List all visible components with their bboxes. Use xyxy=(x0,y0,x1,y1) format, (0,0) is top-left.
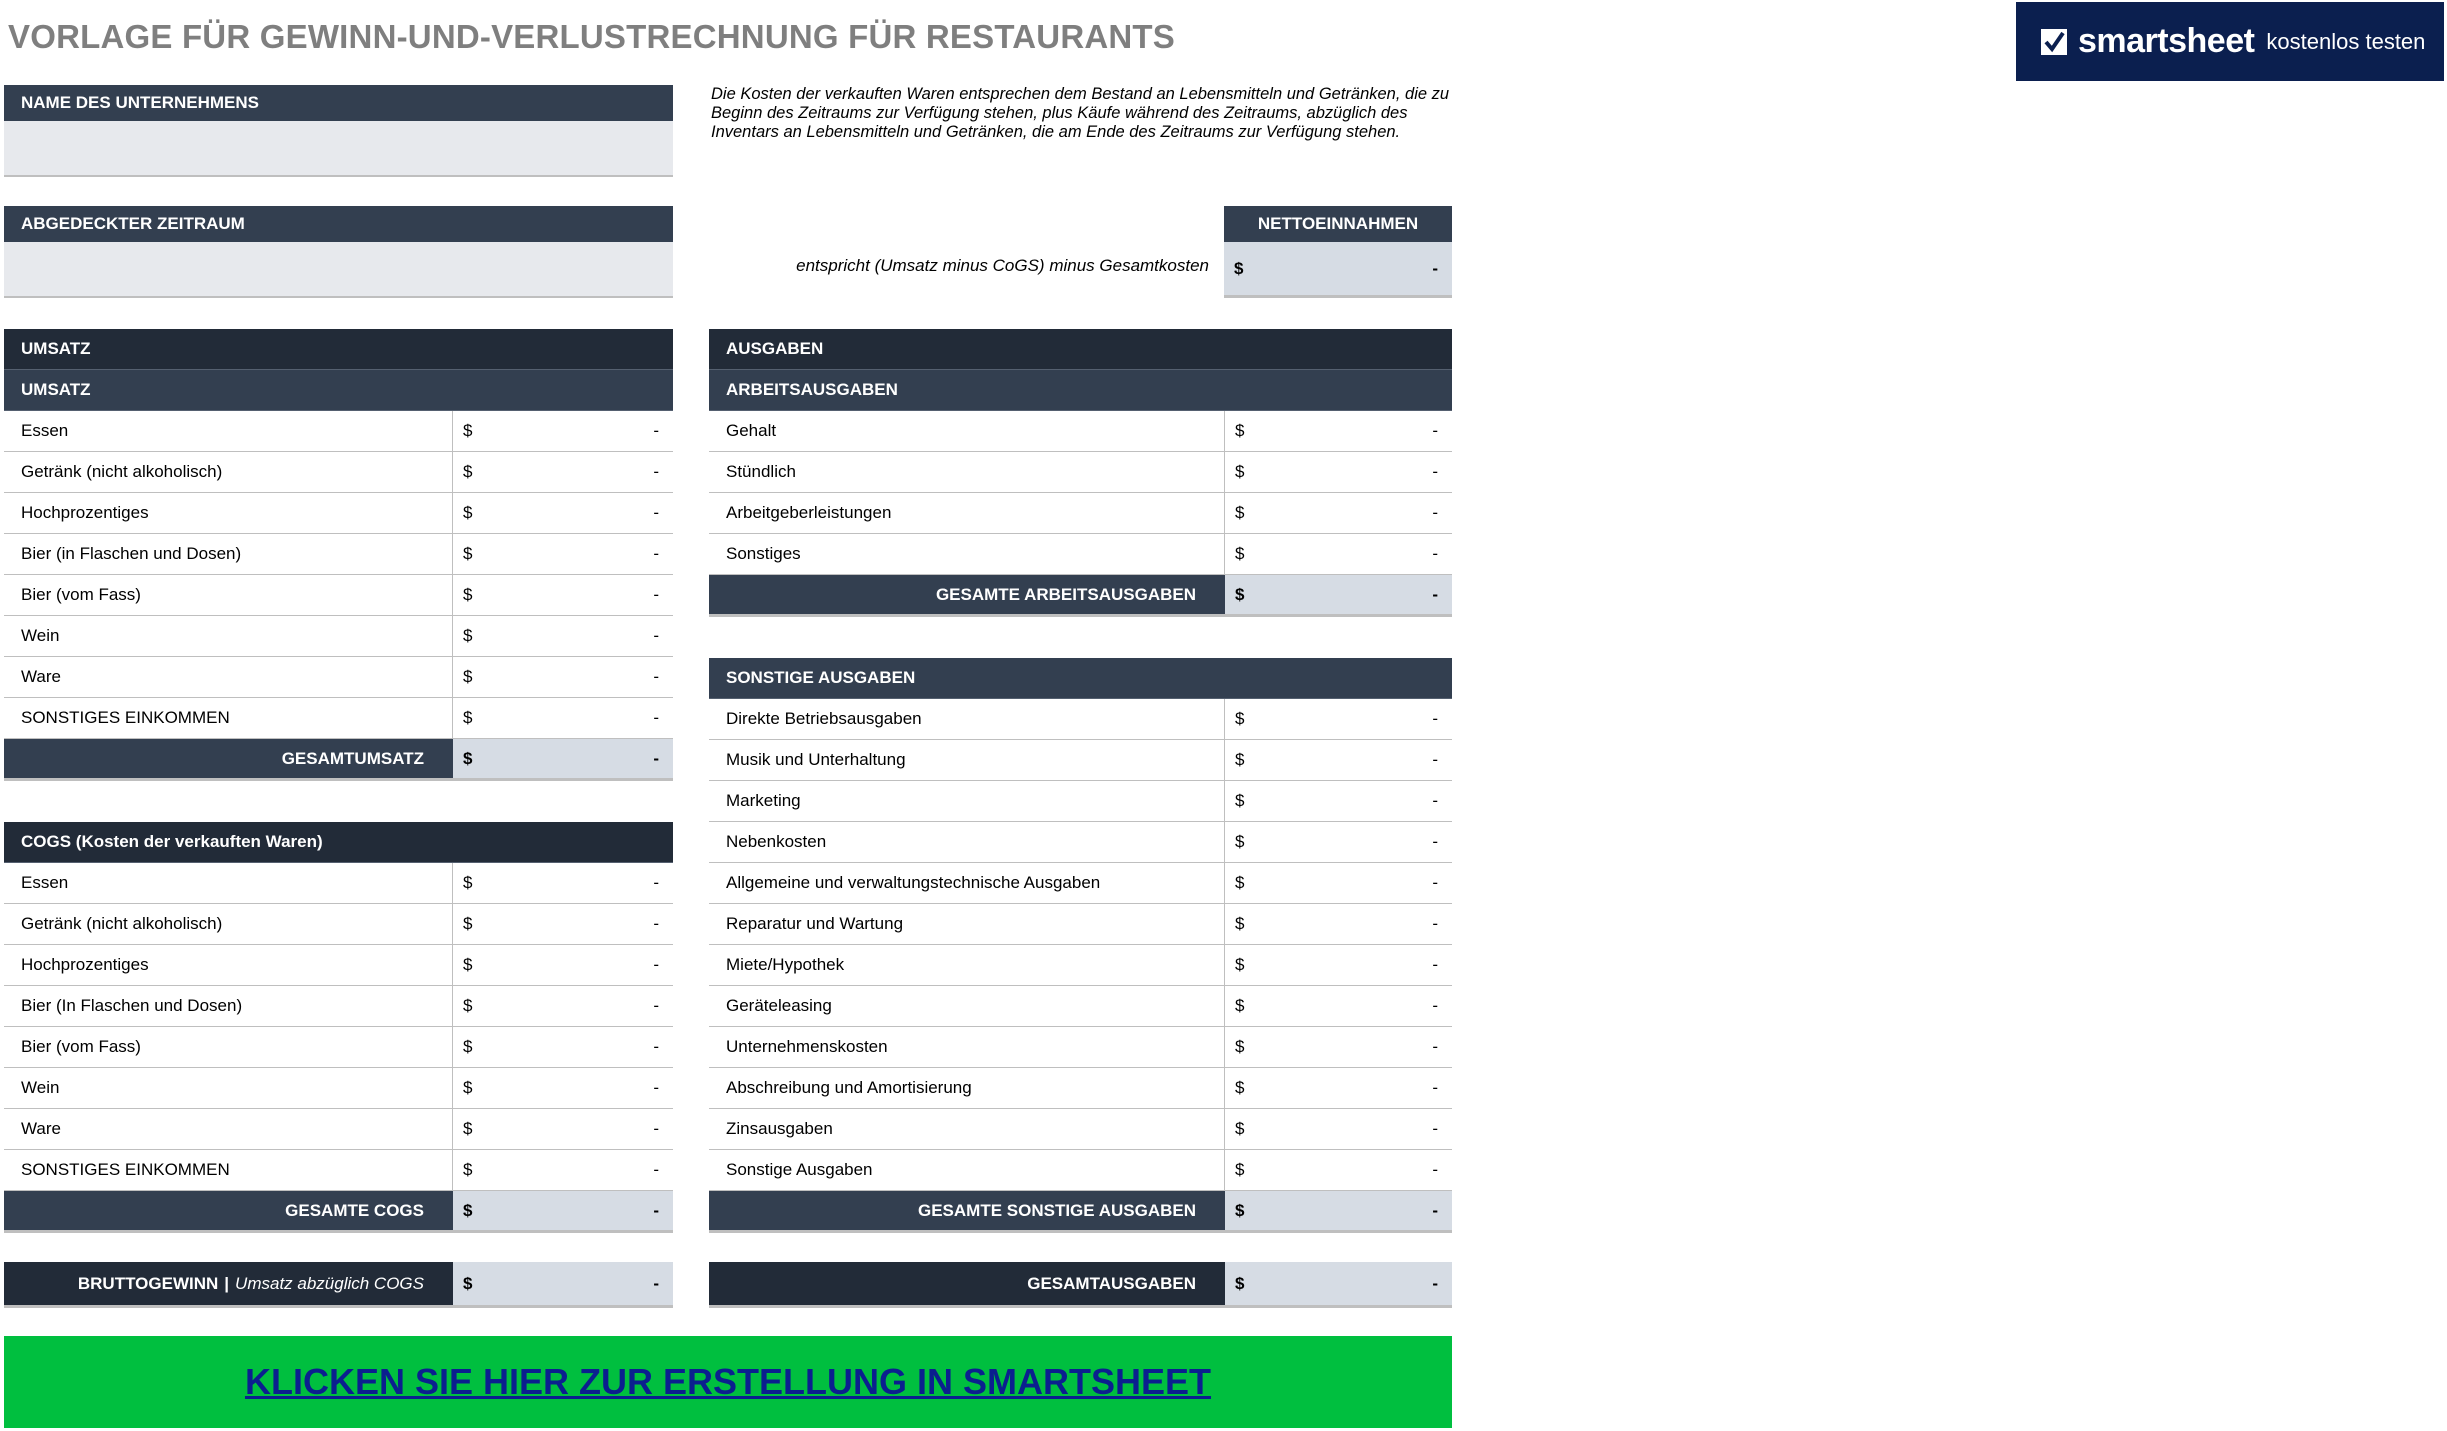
table-row xyxy=(4,493,673,534)
amount: - xyxy=(1432,421,1438,440)
currency-symbol: $ xyxy=(463,1200,473,1220)
currency-symbol: $ xyxy=(1235,1078,1245,1097)
trial-link[interactable]: kostenlos testen xyxy=(2266,28,2426,54)
currency-symbol: $ xyxy=(1235,462,1245,481)
net-income-block xyxy=(1224,206,1452,298)
amount: - xyxy=(1432,709,1438,728)
revenue-rows xyxy=(4,411,673,739)
row-amount-cell[interactable] xyxy=(453,945,673,985)
table-row xyxy=(709,411,1452,452)
currency-symbol: $ xyxy=(1235,1273,1245,1293)
row-amount-cell[interactable] xyxy=(1225,1027,1452,1067)
amount: - xyxy=(1432,584,1438,604)
total-expenses-value[interactable] xyxy=(1225,1262,1452,1305)
row-label: Bier (in Flaschen und Dosen) xyxy=(4,534,453,574)
amount: - xyxy=(1432,1273,1438,1293)
amount: - xyxy=(1432,503,1438,522)
row-label: Hochprozentiges xyxy=(4,493,453,533)
table-row xyxy=(709,822,1452,863)
table-row xyxy=(709,740,1452,781)
row-amount-cell[interactable] xyxy=(1225,493,1452,533)
amount: - xyxy=(653,462,659,481)
amount: - xyxy=(1432,1119,1438,1138)
currency-symbol: $ xyxy=(1235,544,1245,563)
currency-symbol: $ xyxy=(463,544,473,563)
table-row xyxy=(4,945,673,986)
currency-symbol: $ xyxy=(463,914,473,933)
table-row xyxy=(709,534,1452,575)
amount: - xyxy=(653,996,659,1015)
currency-symbol: $ xyxy=(1235,421,1245,440)
row-amount-cell[interactable] xyxy=(453,698,673,738)
row-amount-cell[interactable] xyxy=(453,1150,673,1190)
row-label: Getränk (nicht alkoholisch) xyxy=(4,904,453,944)
currency-symbol: $ xyxy=(463,708,473,727)
smartsheet-logo[interactable] xyxy=(2016,2,2444,81)
other-expenses-header: SONSTIGE AUSGABEN xyxy=(726,668,916,687)
currency-symbol: $ xyxy=(463,996,473,1015)
currency-symbol: $ xyxy=(1235,1160,1245,1179)
row-label: SONSTIGES EINKOMMEN xyxy=(4,698,453,738)
row-label: Getränk (nicht alkoholisch) xyxy=(4,452,453,492)
amount: - xyxy=(653,503,659,522)
table-row xyxy=(709,781,1452,822)
gross-profit-title: BRUTTOGEWINN xyxy=(77,1273,219,1293)
row-amount-cell[interactable] xyxy=(453,534,673,574)
amount: - xyxy=(1432,544,1438,563)
amount: - xyxy=(653,914,659,933)
amount: - xyxy=(653,1200,659,1220)
other-expenses-section xyxy=(709,658,1452,1233)
row-amount-cell[interactable] xyxy=(453,575,673,615)
row-amount-cell[interactable] xyxy=(1225,904,1452,944)
row-amount-cell[interactable] xyxy=(1225,1109,1452,1149)
table-row xyxy=(4,698,673,739)
row-label: Ware xyxy=(4,657,453,697)
amount: - xyxy=(1432,955,1438,974)
table-row xyxy=(4,657,673,698)
row-label: Hochprozentiges xyxy=(4,945,453,985)
separator: | xyxy=(224,1273,230,1293)
gross-profit-value[interactable] xyxy=(453,1262,673,1305)
amount: - xyxy=(653,748,659,768)
revenue-subsection-header: UMSATZ xyxy=(21,380,91,399)
amount: - xyxy=(653,1119,659,1138)
table-row xyxy=(4,452,673,493)
currency-symbol: $ xyxy=(463,1119,473,1138)
currency-symbol: $ xyxy=(463,955,473,974)
row-amount-cell[interactable] xyxy=(453,616,673,656)
row-label: Arbeitgeberleistungen xyxy=(709,493,1225,533)
currency-symbol: $ xyxy=(463,585,473,604)
table-row xyxy=(4,1150,673,1191)
row-amount-cell[interactable] xyxy=(1225,945,1452,985)
revenue-section xyxy=(4,329,673,781)
company-name-block xyxy=(4,85,673,177)
currency-symbol: $ xyxy=(1235,832,1245,851)
gross-profit-note: Umsatz abzüglich COGS xyxy=(235,1273,424,1293)
row-amount-cell[interactable] xyxy=(1225,822,1452,862)
row-label: Sonstiges xyxy=(709,534,1225,574)
amount: - xyxy=(1432,1037,1438,1056)
amount: - xyxy=(1432,750,1438,769)
currency-symbol: $ xyxy=(1235,914,1245,933)
period-block xyxy=(4,206,673,298)
amount: - xyxy=(1432,873,1438,892)
amount: - xyxy=(1432,996,1438,1015)
amount: - xyxy=(1432,462,1438,481)
amount: - xyxy=(653,421,659,440)
currency-symbol: $ xyxy=(463,748,473,768)
row-label: Wein xyxy=(4,616,453,656)
table-row xyxy=(4,1068,673,1109)
table-row xyxy=(709,1109,1452,1150)
currency-symbol: $ xyxy=(1235,791,1245,810)
table-row xyxy=(4,904,673,945)
row-amount-cell[interactable] xyxy=(1225,986,1452,1026)
net-income-label: NETTOEINNAHMEN xyxy=(1224,206,1452,242)
other-total-value[interactable] xyxy=(1225,1191,1452,1230)
row-amount-cell[interactable] xyxy=(453,411,673,451)
table-row xyxy=(709,945,1452,986)
row-amount-cell[interactable] xyxy=(453,657,673,697)
currency-symbol: $ xyxy=(463,503,473,522)
table-row xyxy=(709,493,1452,534)
check-icon xyxy=(2040,28,2068,56)
other-total-row xyxy=(709,1191,1452,1233)
labor-total-row xyxy=(709,575,1452,617)
currency-symbol: $ xyxy=(463,462,473,481)
currency-symbol: $ xyxy=(463,421,473,440)
row-label: Wein xyxy=(4,1068,453,1108)
amount: - xyxy=(1432,1078,1438,1097)
table-row xyxy=(4,411,673,452)
period-input[interactable] xyxy=(4,242,673,298)
gross-profit-label xyxy=(4,1262,453,1305)
currency-symbol: $ xyxy=(1235,1200,1245,1220)
revenue-total-label: GESAMTUMSATZ xyxy=(4,739,453,778)
amount: - xyxy=(653,873,659,892)
row-label: Gehalt xyxy=(709,411,1225,451)
table-row xyxy=(709,699,1452,740)
currency-symbol: $ xyxy=(463,1037,473,1056)
total-expenses-label: GESAMTAUSGABEN xyxy=(709,1262,1225,1305)
row-amount-cell[interactable] xyxy=(453,1068,673,1108)
cogs-section-header: COGS (Kosten der verkauften Waren) xyxy=(21,832,323,851)
row-label: Ware xyxy=(4,1109,453,1149)
row-amount-cell[interactable] xyxy=(453,1027,673,1067)
currency-symbol: $ xyxy=(463,1078,473,1097)
amount: - xyxy=(653,626,659,645)
row-amount-cell[interactable] xyxy=(1225,411,1452,451)
total-expenses-block xyxy=(709,1262,1452,1308)
currency-symbol: $ xyxy=(1235,709,1245,728)
net-income-value[interactable] xyxy=(1224,242,1452,298)
cogs-rows xyxy=(4,863,673,1191)
cogs-section xyxy=(4,822,673,1233)
table-row xyxy=(4,863,673,904)
gross-profit-block xyxy=(4,1262,673,1308)
currency-symbol: $ xyxy=(1235,584,1245,604)
currency-symbol: $ xyxy=(463,873,473,892)
company-name-input[interactable] xyxy=(4,121,673,177)
row-amount-cell[interactable] xyxy=(1225,1068,1452,1108)
currency-symbol: $ xyxy=(1235,1119,1245,1138)
table-row xyxy=(4,1109,673,1150)
row-amount-cell[interactable] xyxy=(1225,452,1452,492)
row-label: Marketing xyxy=(709,781,1225,821)
table-row xyxy=(4,986,673,1027)
row-label: Bier (In Flaschen und Dosen) xyxy=(4,986,453,1026)
row-label: Geräteleasing xyxy=(709,986,1225,1026)
amount: - xyxy=(1432,791,1438,810)
table-row xyxy=(709,1027,1452,1068)
cta-banner[interactable] xyxy=(4,1336,1452,1428)
currency-symbol: $ xyxy=(463,1273,473,1293)
cogs-total-label: GESAMTE COGS xyxy=(4,1191,453,1230)
row-amount-cell[interactable] xyxy=(1225,781,1452,821)
row-label: Unternehmenskosten xyxy=(709,1027,1225,1067)
row-amount-cell[interactable] xyxy=(1225,740,1452,780)
currency-symbol: $ xyxy=(1235,873,1245,892)
row-amount-cell[interactable] xyxy=(453,863,673,903)
other-expense-rows xyxy=(709,699,1452,1191)
row-label: Zinsausgaben xyxy=(709,1109,1225,1149)
table-row xyxy=(709,904,1452,945)
table-row xyxy=(709,986,1452,1027)
row-amount-cell[interactable] xyxy=(453,452,673,492)
table-row xyxy=(709,452,1452,493)
row-amount-cell[interactable] xyxy=(453,493,673,533)
currency-symbol: $ xyxy=(463,1160,473,1179)
cta-link[interactable]: KLICKEN SIE HIER ZUR ERSTELLUNG IN SMARTSHEET xyxy=(244,1361,1212,1402)
row-label: Miete/Hypothek xyxy=(709,945,1225,985)
amount: - xyxy=(1432,1200,1438,1220)
amount: - xyxy=(653,955,659,974)
row-label: Direkte Betriebsausgaben xyxy=(709,699,1225,739)
other-total-label: GESAMTE SONSTIGE AUSGABEN xyxy=(709,1191,1225,1230)
labor-total-label: GESAMTE ARBEITSAUSGABEN xyxy=(709,575,1225,614)
row-amount-cell[interactable] xyxy=(453,986,673,1026)
row-label: Allgemeine und verwaltungstechnische Ausgaben xyxy=(709,863,1225,903)
row-amount-cell[interactable] xyxy=(1225,863,1452,903)
currency-symbol: $ xyxy=(1234,258,1244,278)
cogs-total-row xyxy=(4,1191,673,1233)
table-row xyxy=(4,1027,673,1068)
amount: - xyxy=(653,585,659,604)
currency-symbol: $ xyxy=(1235,503,1245,522)
cogs-total-value[interactable] xyxy=(453,1191,673,1230)
revenue-total-row xyxy=(4,739,673,781)
row-label: Nebenkosten xyxy=(709,822,1225,862)
revenue-section-header: UMSATZ xyxy=(21,339,91,358)
row-label: Sonstige Ausgaben xyxy=(709,1150,1225,1190)
row-label: Musik und Unterhaltung xyxy=(709,740,1225,780)
table-row xyxy=(709,1068,1452,1109)
table-row xyxy=(709,1150,1452,1191)
row-amount-cell[interactable] xyxy=(1225,699,1452,739)
row-amount-cell[interactable] xyxy=(1225,534,1452,574)
brand-name: smartsheet xyxy=(2078,22,2255,60)
table-row xyxy=(709,863,1452,904)
net-income-formula: entspricht (Umsatz minus CoGS) minus Gesamtkosten xyxy=(796,256,1209,275)
amount: - xyxy=(653,544,659,563)
row-amount-cell[interactable] xyxy=(1225,1150,1452,1190)
currency-symbol: $ xyxy=(463,626,473,645)
amount: - xyxy=(653,1078,659,1097)
table-row xyxy=(4,534,673,575)
amount: - xyxy=(1432,1160,1438,1179)
revenue-total-value[interactable] xyxy=(453,739,673,778)
labor-total-value[interactable] xyxy=(1225,575,1452,614)
currency-symbol: $ xyxy=(1235,955,1245,974)
amount: - xyxy=(1432,832,1438,851)
row-amount-cell[interactable] xyxy=(453,904,673,944)
row-label: Reparatur und Wartung xyxy=(709,904,1225,944)
row-label: SONSTIGES EINKOMMEN xyxy=(4,1150,453,1190)
expenses-section-header: AUSGABEN xyxy=(726,339,824,358)
amount: - xyxy=(1432,914,1438,933)
table-row xyxy=(4,575,673,616)
company-name-label: NAME DES UNTERNEHMENS xyxy=(4,85,673,121)
currency-symbol: $ xyxy=(463,667,473,686)
expenses-section xyxy=(709,329,1452,617)
labor-rows xyxy=(709,411,1452,575)
currency-symbol: $ xyxy=(1235,750,1245,769)
page-title: VORLAGE FÜR GEWINN-UND-VERLUSTRECHNUNG FÜR RESTAURANTS xyxy=(8,18,1175,55)
amount: - xyxy=(653,1037,659,1056)
row-label: Bier (vom Fass) xyxy=(4,575,453,615)
labor-expenses-header: ARBEITSAUSGABEN xyxy=(726,380,898,399)
row-label: Bier (vom Fass) xyxy=(4,1027,453,1067)
amount: - xyxy=(653,708,659,727)
table-row xyxy=(4,616,673,657)
amount: - xyxy=(1432,258,1438,278)
row-label: Essen xyxy=(4,411,453,451)
period-label: ABGEDECKTER ZEITRAUM xyxy=(4,206,673,242)
row-label: Essen xyxy=(4,863,453,903)
cogs-note: Die Kosten der verkauften Waren entsprechen dem Bestand an Lebensmitteln und Getränken, die zu Beginn des Zeitraums zur Verfügung stehen, plus Käufe während des Zeitraums, abzüglich des Inventars an Lebensmitteln und Getränken, die am Ende des Zeitraums zur Verfügung stehen. xyxy=(711,85,1450,141)
currency-symbol: $ xyxy=(1235,996,1245,1015)
amount: - xyxy=(653,1273,659,1293)
amount: - xyxy=(653,1160,659,1179)
row-amount-cell[interactable] xyxy=(453,1109,673,1149)
amount: - xyxy=(653,667,659,686)
row-label: Stündlich xyxy=(709,452,1225,492)
currency-symbol: $ xyxy=(1235,1037,1245,1056)
row-label: Abschreibung und Amortisierung xyxy=(709,1068,1225,1108)
